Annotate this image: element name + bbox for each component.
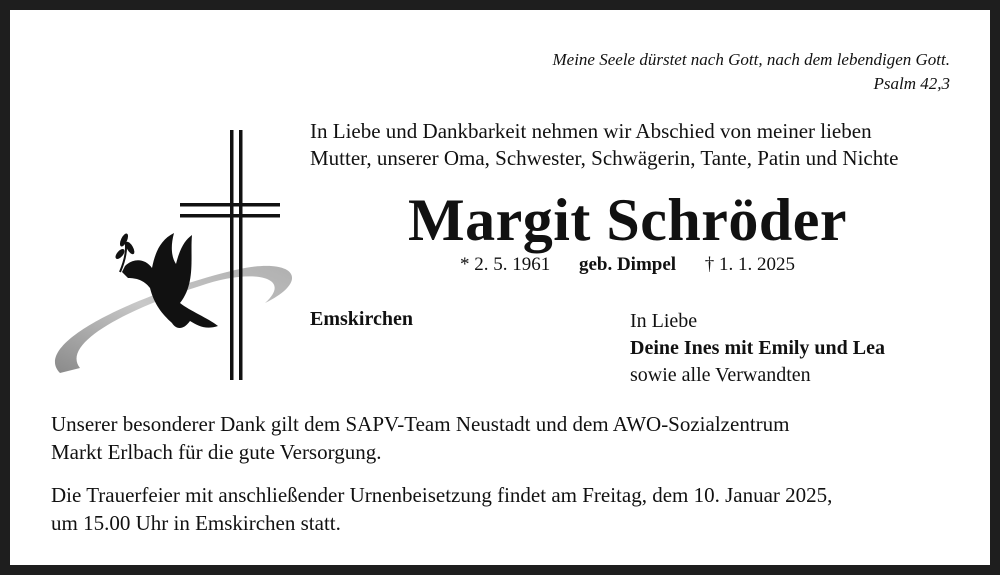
mourners-line-3: sowie alle Verwandten [630,364,811,386]
maiden-name: geb. Dimpel [578,254,677,275]
emblem [50,118,300,388]
psalm-verse [553,48,951,96]
birth-date: * 2. 5. 1961 [459,254,551,275]
cross-icon [180,130,280,380]
mourners-line-1: In Liebe [630,310,698,332]
thanks-line-1: Unserer besonderer Dank gilt dem SAPV-Team Neustadt und dem AWO-Sozialzentrum [51,412,790,436]
thanks-line-2: Markt Erlbach für die gute Versorgung. [51,440,382,464]
verse-text: Meine Seele dürstet nach Gott, nach dem lebendigen Gott. [552,50,950,69]
mourners-line-2: Deine Ines mit Emily und Lea [630,337,886,359]
obituary-card [10,10,990,565]
town: Emskirchen [310,308,413,330]
service-info [51,481,832,537]
service-line-1: Die Trauerfeier mit anschließender Urnenbeisetzung findet am Freitag, dem 10. Januar 2025, [51,483,833,507]
deceased-name: Margit Schröder [407,187,848,253]
intro-text [310,118,898,172]
verse-reference: Psalm 42,3 [873,74,950,93]
intro-line-2: Mutter, unserer Oma, Schwester, Schwägerin, Tante, Patin und Nichte [310,146,899,170]
death-date: † 1. 1. 2025 [704,254,796,275]
life-dates [310,254,945,276]
intro-line-1: In Liebe und Dankbarkeit nehmen wir Abschied von meiner lieben [310,119,872,143]
mourners [630,308,885,389]
service-line-2: um 15.00 Uhr in Emskirchen statt. [51,511,341,535]
thanks-text [51,410,789,466]
